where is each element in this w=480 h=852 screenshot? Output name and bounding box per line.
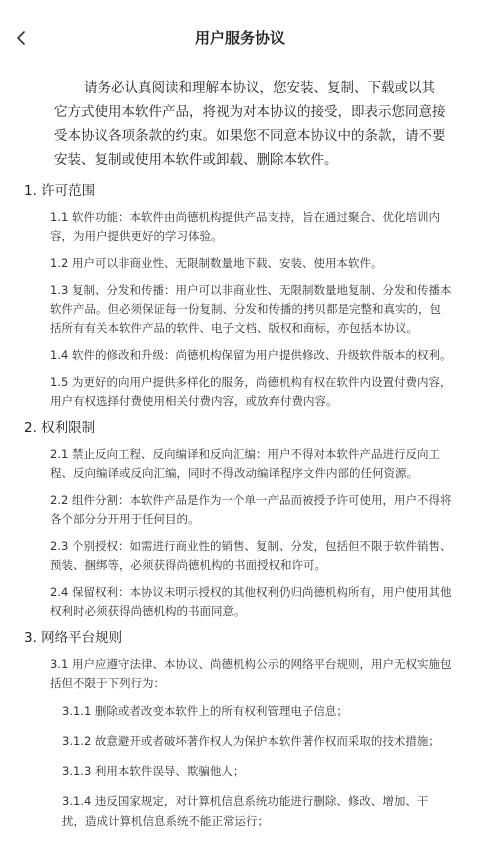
clause: 1.4 软件的修改和升级：尚德机构保留为用户提供修改、升级软件版本的权利。 <box>50 348 452 362</box>
intro-paragraph <box>0 76 480 172</box>
clause: 3.1 用户应遵守法律、本协议、尚德机构公示的网络平台规则，用户无权实施包括但不限于下列行为： <box>50 657 452 690</box>
clause: 1.5 为更好的向用户提供多样化的服务，尚德机构有权在软件内设置付费内容，用户有权选择付费使用相关付费内容，或放弃付费内容。 <box>50 375 452 408</box>
intro-text: 请务必认真阅读和理解本协议，您安装、复制、下载或以其它方式使用本软件产品，将视为对本协议的接受，即表示您同意接受本协议各项条款的约束。如果您不同意本协议中的条款，请不要安装、复制或使用本软件或卸载、删除本软件。 <box>54 80 446 168</box>
clause: 1.3 复制、分发和传播：用户可以非商业性、无限制数量地复制、分发和传播本软件产品。但必须保证每一份复制、分发和传播的拷贝都是完整和真实的，包括所有有关本软件产品的软件、电子文档、版权和商标，亦包括本协议。 <box>50 283 452 335</box>
clause: 2.2 组件分割：本软件产品是作为一个单一产品而被授予许可使用，用户不得将各个部分分开用于任何目的。 <box>50 493 452 526</box>
section-title: 1. 许可范围 <box>24 183 96 199</box>
page-title: 用户服务协议 <box>194 29 285 47</box>
sub-clause: 3.1.4 违反国家规定，对计算机信息系统功能进行删除、修改、增加、干扰，造成计算机信息系统不能正常运行； <box>62 794 429 828</box>
section-license <box>0 182 480 411</box>
section-restrictions <box>0 419 480 621</box>
clause: 2.3 个别授权：如需进行商业性的销售、复制、分发，包括但不限于软件销售、预装、捆绑等，必须获得尚德机构的书面授权和许可。 <box>50 539 452 572</box>
sub-clause: 3.1.3 利用本软件误导、欺骗他人； <box>62 764 245 778</box>
section-title: 3. 网络平台规则 <box>24 630 123 646</box>
clause: 2.1 禁止反向工程、反向编译和反向汇编：用户不得对本软件产品进行反向工程、反向编译或反向汇编，同时不得改动编译程序文件内部的任何资源。 <box>50 447 440 480</box>
agreement-content <box>0 76 480 841</box>
clause: 1.2 用户可以非商业性、无限制数量地下载、安装、使用本软件。 <box>50 256 383 270</box>
sub-clause: 3.1.2 故意避开或者破坏著作权人为保护本软件著作权而采取的技术措施； <box>62 734 440 748</box>
clause: 2.4 保留权利：本协议未明示授权的其他权利仍归尚德机构所有，用户使用其他权利时必须获得尚德机构的书面同意。 <box>50 585 452 618</box>
navigation-bar <box>0 0 480 76</box>
sub-clause: 3.1.1 删除或者改变本软件上的所有权利管理电子信息； <box>62 704 348 718</box>
clause: 1.1 软件功能：本软件由尚德机构提供产品支持，旨在通过聚合、优化培训内容，为用户提供更好的学习体验。 <box>50 210 440 243</box>
section-platform-rules <box>0 629 480 831</box>
section-title: 2. 权利限制 <box>24 420 96 436</box>
